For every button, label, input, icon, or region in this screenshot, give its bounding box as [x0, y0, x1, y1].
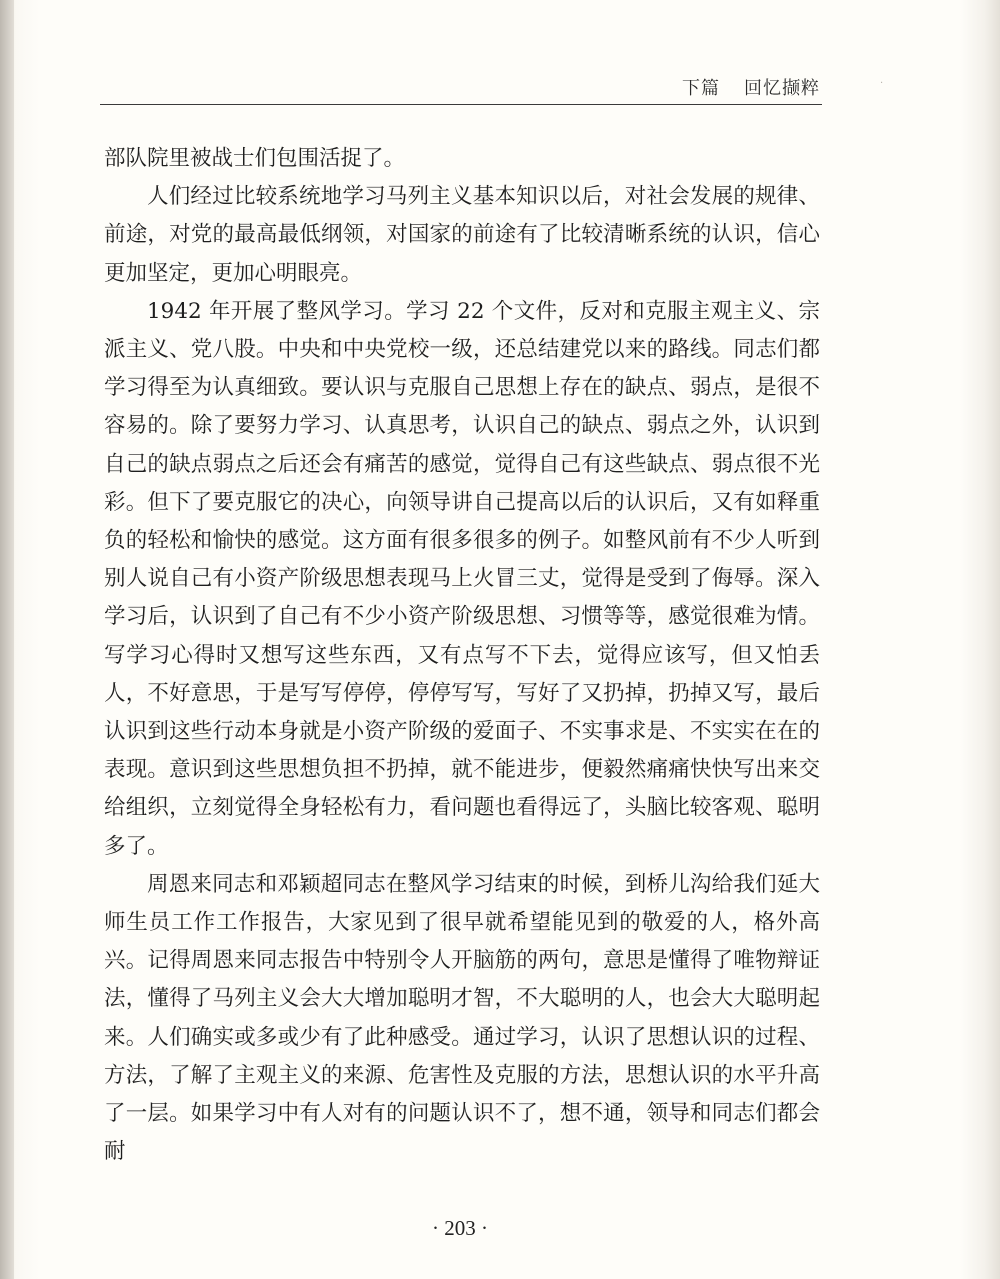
header-rule [100, 104, 822, 105]
page-gutter-shadow [0, 0, 14, 1279]
running-header [100, 74, 820, 100]
header-section: 回忆撷粹 [744, 78, 820, 99]
scan-speck: · [880, 78, 884, 89]
paragraph: 周恩来同志和邓颖超同志在整风学习结束的时候，到桥儿沟给我们延大师生员工作工作报告，大家见到了很早就希望能见到的敬爱的人，格外高兴。记得周恩来同志报告中特别令人开脑筋的两句，意思是懂得了唯物辩证法，懂得了马列主义会大大增加聪明才智，不大聪明的人，也会大大聪明起来。人们确实或多或少有了此种感受。通过学习，认识了思想认识的过程、方法，了解了主观主义的来源、危害性及克服的方法，思想认识的水平升高了一层。如果学习中有人对有的问题认识不了，想不通，领导和同志们都会耐 [104, 871, 820, 1165]
paragraph-continued: 部队院里被战士们包围活捉了。 [104, 146, 406, 171]
page-number: · 203 · [432, 1216, 488, 1240]
paragraph: 1942 年开展了整风学习。学习 22 个文件，反对和克服主观主义、宗派主义、党八股。中央和中央党校一级，还总结建党以来的路线。同志们都学习得至为认真细致。要认识与克服自己思想上存在的缺点、弱点，是很不容易的。除了要努力学习、认真思考，认识自己的缺点、弱点之外，认识到自己的缺点弱点之后还会有痛苦的感觉，觉得自己有这些缺点、弱点很不光彩。但下了要克服它的决心，向领导讲自己提高以后的认识后，又有如释重负的轻松和愉快的感觉。这方面有很多很多的例子。如整风前有不少人听到别人说自己有小资产阶级思想表现马上火冒三丈，觉得是受到了侮辱。深入学习后，认识到了自己有不少小资产阶级思想、习惯等等，感觉很难为情。写学习心得时又想写这些东西，又有点写不下去，觉得应该写，但又怕丢人，不好意思，于是写写停停，停停写写，写好了又扔掉，扔掉又写，最后认识到这些行动本身就是小资产阶级的爱面子、不实事求是、不实实在在的表现。意识到这些思想负担不扔掉，就不能进步，便毅然痛痛快快写出来交给组织，立刻觉得全身轻松有力，看问题也看得远了，头脑比较客观、聪明多了。 [104, 298, 820, 859]
paragraph: 人们经过比较系统地学习马列主义基本知识以后，对社会发展的规律、前途，对党的最高最低纲领，对国家的前途有了比较清晰系统的认识，信心更加坚定，更加心明眼亮。 [104, 184, 820, 286]
header-part: 下篇 [682, 78, 720, 99]
body-text [104, 140, 820, 1171]
